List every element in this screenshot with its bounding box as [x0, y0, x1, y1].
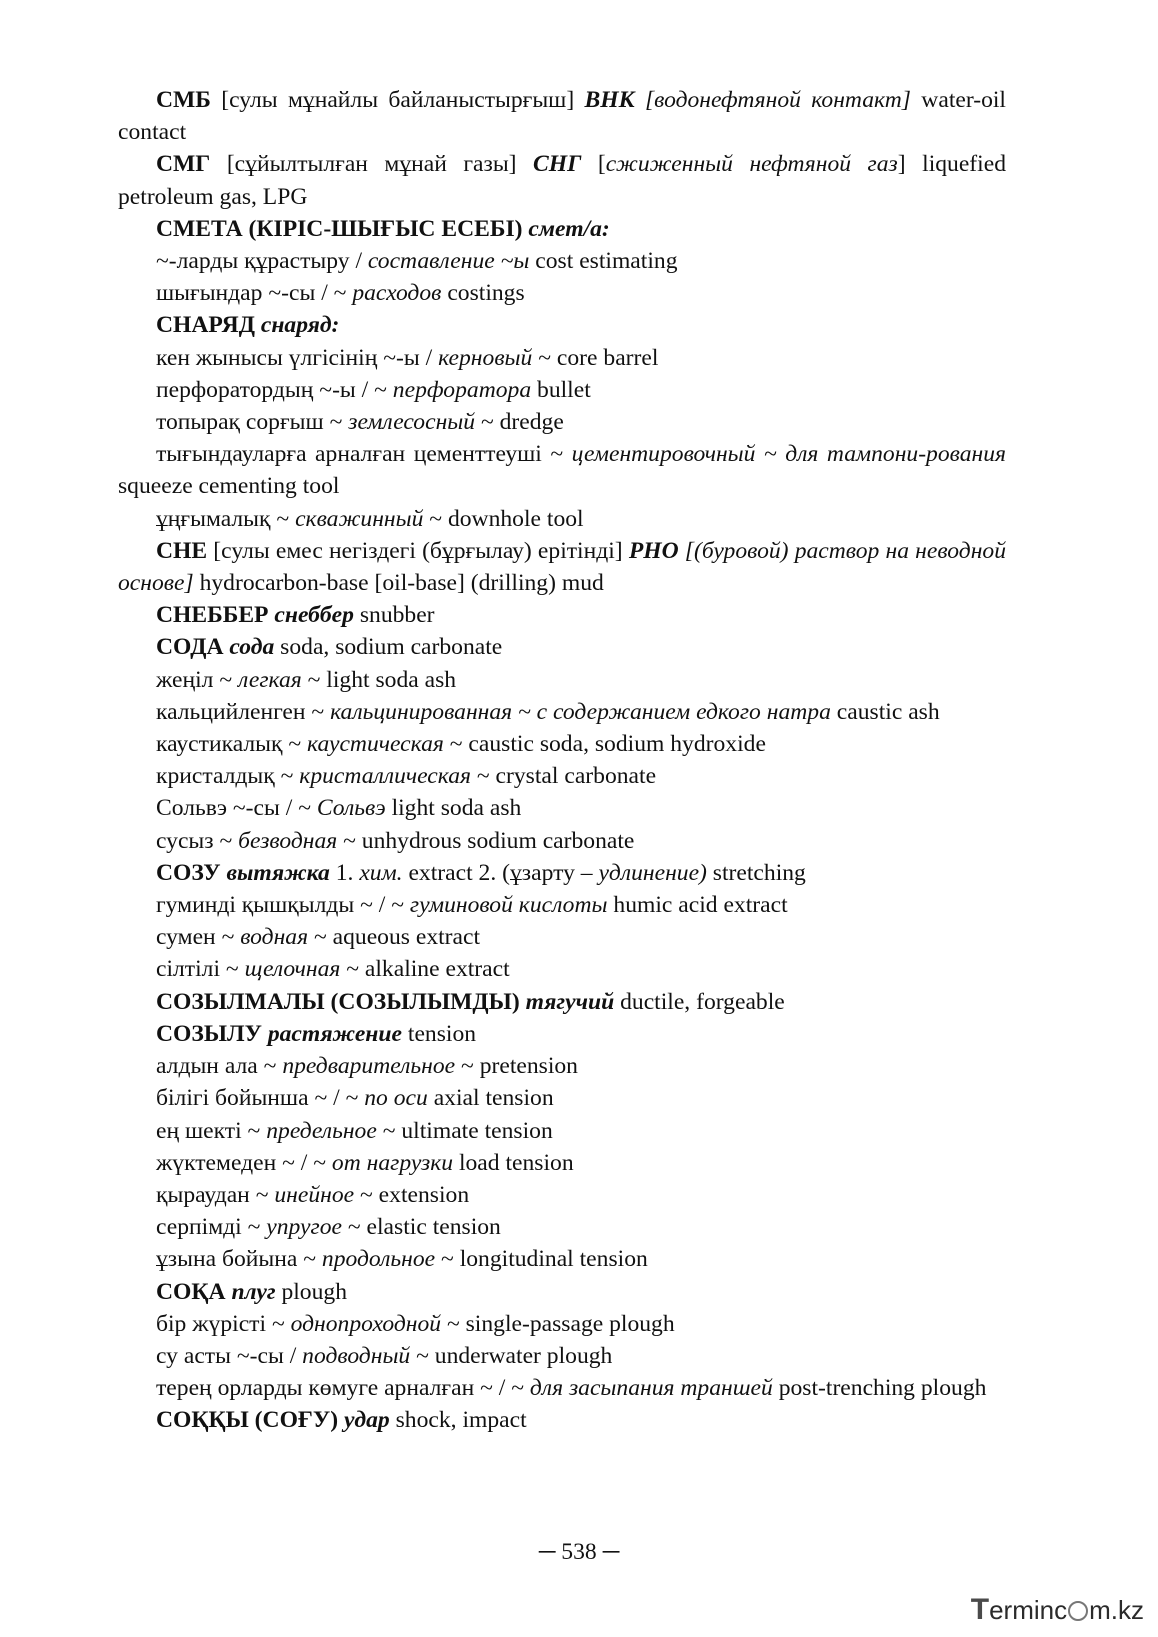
entry-text: shock, impact: [389, 1407, 527, 1434]
entry-italic-text: [(буровой) раствор на неводной основе]: [118, 537, 1006, 597]
entry-italic-text: перфоратора: [392, 376, 532, 403]
entry-russian-term: снеббер: [274, 602, 354, 629]
entry-russian-term: растяжение: [267, 1020, 402, 1047]
entry-text: axial tension: [427, 1085, 554, 1112]
dictionary-entry: [118, 1211, 1006, 1243]
entry-italic-text: по оси: [364, 1085, 428, 1112]
entry-text: soda, sodium carbonate: [274, 634, 503, 661]
dictionary-entry: [118, 148, 1006, 212]
entry-text: [сұйылтылған мұнай газы]: [210, 151, 534, 178]
entry-italic-text: гуминовой кислоты: [409, 892, 608, 919]
entry-text: extract 2. (ұзарту –: [402, 859, 599, 886]
entry-text: бір жүрісті ~: [156, 1310, 291, 1337]
entry-text: cost estimating: [529, 248, 678, 275]
entry-italic-text: легкая: [237, 666, 302, 693]
dictionary-entry: [118, 696, 1006, 728]
entry-headword: СОЗЫЛМАЛЫ (СОЗЫЛЫМДЫ): [156, 988, 526, 1015]
entry-text: терең орларды көмуге арналған ~ / ~: [156, 1375, 530, 1402]
entry-text: жүктемеден ~ / ~: [156, 1149, 332, 1176]
entry-text: plough: [275, 1278, 347, 1305]
entry-text: ~ downhole tool: [423, 505, 584, 532]
dictionary-entry: [118, 1404, 1006, 1436]
entry-text: bullet: [531, 376, 591, 403]
entry-italic-text: безводная: [238, 827, 338, 854]
entry-text: water-oil contact: [118, 87, 1006, 146]
entry-headword: СОҚА: [156, 1278, 232, 1305]
entry-italic-text: расходов: [352, 280, 442, 307]
entry-text: ~ ultimate tension: [376, 1117, 553, 1144]
watermark-letter: T: [970, 1593, 990, 1626]
entry-headword: СНЕББЕР: [156, 602, 275, 629]
entry-italic-text: водная: [240, 924, 309, 951]
dictionary-entry: [118, 1115, 1006, 1147]
dictionary-page-content: [118, 84, 1006, 1437]
entry-text: squeeze cementing tool: [118, 473, 340, 500]
entry-text: сілтілі ~: [156, 956, 245, 983]
dictionary-entry: [118, 1050, 1006, 1082]
entry-text: білігі бойынша ~ / ~: [156, 1085, 365, 1112]
entry-italic-text: инейное: [274, 1181, 355, 1208]
dictionary-entry: [118, 374, 1006, 406]
entry-text: ] liquefied petroleum gas, LPG: [118, 151, 1006, 210]
entry-text: [сулы емес негіздегі (бұрғылау) ерітінді]: [207, 537, 629, 564]
entry-italic-text: продольное: [321, 1246, 436, 1273]
entry-italic-text: керновый: [438, 344, 533, 371]
entry-text: сусыз ~: [156, 827, 239, 854]
entry-text: кальцийленген ~: [156, 698, 331, 725]
entry-headword: СМБ: [156, 87, 211, 113]
entry-text: 1.: [329, 859, 360, 886]
dictionary-entry: [118, 1372, 1006, 1404]
dictionary-entry: [118, 1308, 1006, 1340]
dictionary-entry: [118, 599, 1006, 631]
dictionary-entry: [118, 84, 1006, 148]
entry-text: [: [581, 151, 606, 178]
entry-text: ~ dredge: [475, 409, 564, 436]
entry-italic-text: каустическая: [307, 731, 444, 758]
dictionary-entry: [118, 277, 1006, 309]
dictionary-entry: [118, 921, 1006, 953]
dictionary-entry: [118, 664, 1006, 696]
entry-text: топырақ сорғыш ~: [156, 409, 349, 436]
entry-headword: СНЕ: [156, 537, 208, 564]
entry-text: ~ longitudinal tension: [435, 1246, 648, 1273]
entry-russian-term: удар: [344, 1407, 390, 1434]
entry-italic-text: составление ~ы: [367, 248, 530, 275]
entry-russian-term: сода: [229, 634, 275, 661]
entry-russian-term: снаряд:: [260, 312, 340, 339]
entry-text: load tension: [453, 1149, 574, 1176]
entry-text: ең шекті ~: [156, 1117, 267, 1144]
dictionary-entry: [118, 986, 1006, 1018]
entry-italic-text: [водонефтяной контакт]: [634, 87, 911, 113]
entry-headword: СОЗУ: [156, 859, 227, 886]
entry-russian-term: плуг: [231, 1278, 276, 1305]
entry-headword: СМЕТА (КІРІС-ШЫҒЫС ЕСЕБІ): [156, 215, 529, 242]
entry-text: ~ alkaline extract: [340, 956, 510, 983]
entry-italic-text: Сольвэ: [316, 795, 386, 822]
entry-italic-text: упругое: [266, 1214, 342, 1241]
entry-text: ~ unhydrous sodium carbonate: [337, 827, 635, 854]
dictionary-entry: [118, 213, 1006, 245]
entry-text: humic acid extract: [607, 892, 788, 919]
entry-text: ~ crystal carbonate: [471, 763, 657, 790]
entry-text: қыраудан ~: [156, 1181, 275, 1208]
entry-headword: СОҚҚЫ (СОҒУ): [156, 1407, 345, 1434]
entry-text: stretching: [706, 859, 806, 886]
entry-text: costings: [441, 280, 525, 307]
entry-italic-text: кристаллическая: [299, 763, 471, 790]
dictionary-entry: [118, 889, 1006, 921]
entry-text: ~ light soda ash: [301, 666, 457, 693]
entry-headword: СОДА: [156, 634, 230, 661]
entry-text: Сольвэ ~-сы / ~: [156, 795, 317, 822]
entry-italic-text: однопроходной: [290, 1310, 442, 1337]
watermark-logo: [971, 1591, 1144, 1629]
entry-italic-text: цементировочный ~ для тампони-рования: [571, 441, 1006, 468]
dictionary-entry: [118, 760, 1006, 792]
entry-italic-text: от нагрузки: [331, 1149, 454, 1176]
dictionary-entry: [118, 1340, 1006, 1372]
entry-italic-text: удлинение): [598, 859, 707, 886]
entry-text: post-trenching plough: [772, 1375, 987, 1402]
entry-text: серпімді ~: [156, 1214, 267, 1241]
entry-text: шығындар ~-сы / ~: [156, 280, 353, 307]
page-number: ─ 538 ─: [538, 1539, 620, 1565]
entry-text: кен жынысы үлгісінің ~-ы /: [156, 344, 439, 371]
dictionary-entry: [118, 1082, 1006, 1114]
entry-text: ~-ларды құрастыру /: [156, 248, 368, 275]
entry-italic-text: подводный: [302, 1342, 411, 1369]
entry-italic-text: предварительное: [282, 1053, 456, 1080]
entry-text: ~ core barrel: [532, 344, 659, 371]
dictionary-entry: [118, 245, 1006, 277]
dictionary-entry: [118, 342, 1006, 374]
entry-text: [сулы мұнайлы байланыстырғыш]: [210, 87, 585, 113]
entry-text: перфоратордың ~-ы / ~: [156, 376, 393, 403]
entry-text: алдын ала ~: [156, 1053, 283, 1080]
entry-russian-term: вытяжка: [226, 859, 330, 886]
entry-text: hydrocarbon-base [oil-base] (drilling) mud: [193, 570, 604, 597]
dictionary-entry: [118, 792, 1006, 824]
dictionary-entry: [118, 728, 1006, 760]
entry-text: су асты ~-сы /: [156, 1342, 303, 1369]
watermark-domain: m.kz: [1089, 1595, 1144, 1625]
dictionary-entry: [118, 1179, 1006, 1211]
entry-text: caustic ash: [830, 698, 940, 725]
entry-headword: СНАРЯД: [156, 312, 261, 339]
dictionary-entry: [118, 953, 1006, 985]
entry-text: тығындауларға арналған цементтеуші ~: [156, 441, 572, 468]
entry-text: ~ pretension: [455, 1053, 578, 1080]
dictionary-entry: [118, 1018, 1006, 1050]
entry-italic-text: для засыпания траншей: [529, 1375, 773, 1402]
entry-russian-term: тягучий: [525, 988, 615, 1015]
entry-text: tension: [402, 1020, 477, 1047]
entry-russian-term: смет/а:: [528, 215, 610, 242]
entry-text: ~ extension: [354, 1181, 470, 1208]
dictionary-entry: [118, 535, 1006, 599]
entry-text: сумен ~: [156, 924, 241, 951]
entry-russian-term: РНО: [628, 537, 679, 564]
entry-italic-text: скважинный: [295, 505, 424, 532]
dictionary-entry: [118, 406, 1006, 438]
entry-headword: СОЗЫЛУ: [156, 1020, 268, 1047]
dictionary-entry: [118, 1147, 1006, 1179]
entry-text: ductile, forgeable: [614, 988, 785, 1015]
entry-text: light soda ash: [385, 795, 522, 822]
magnifier-icon: [1068, 1601, 1088, 1621]
dictionary-entry: [118, 1243, 1006, 1275]
entry-text: ~ single-passage plough: [441, 1310, 675, 1337]
entry-text: жеңіл ~: [156, 666, 238, 693]
entry-text: snubber: [353, 602, 435, 629]
entry-italic-text: предельное: [266, 1117, 377, 1144]
entry-text: гуминді қышқылды ~ / ~: [156, 892, 410, 919]
watermark-text: erminc: [989, 1595, 1068, 1625]
dictionary-entry: [118, 309, 1006, 341]
entry-text: ~ elastic tension: [341, 1214, 501, 1241]
dictionary-entry: [118, 631, 1006, 663]
entry-italic-text: сжиженный нефтяной газ: [605, 151, 898, 178]
entry-text: ~ underwater plough: [410, 1342, 613, 1369]
entry-russian-term: ВНК: [584, 87, 635, 113]
dictionary-entry: [118, 503, 1006, 535]
entry-text: ұңғымалық ~: [156, 505, 296, 532]
entry-text: кристалдық ~: [156, 763, 300, 790]
dictionary-entry: [118, 857, 1006, 889]
dictionary-entry: [118, 438, 1006, 502]
entry-italic-text: щелочная: [244, 956, 341, 983]
entry-text: ~ aqueous extract: [308, 924, 481, 951]
dictionary-entry: [118, 825, 1006, 857]
entry-italic-text: кальцинированная ~ с содержанием едкого натра: [330, 698, 831, 725]
entry-text: ~ caustic soda, sodium hydroxide: [443, 731, 766, 758]
entry-russian-term: СНГ: [533, 151, 582, 178]
entry-text: каустикалық ~: [156, 731, 308, 758]
entry-italic-text: хим.: [359, 859, 403, 886]
entry-italic-text: землесосный: [348, 409, 476, 436]
entry-headword: СМГ: [156, 151, 211, 178]
entry-text: ұзына бойына ~: [156, 1246, 322, 1273]
dictionary-entry: [118, 1276, 1006, 1308]
